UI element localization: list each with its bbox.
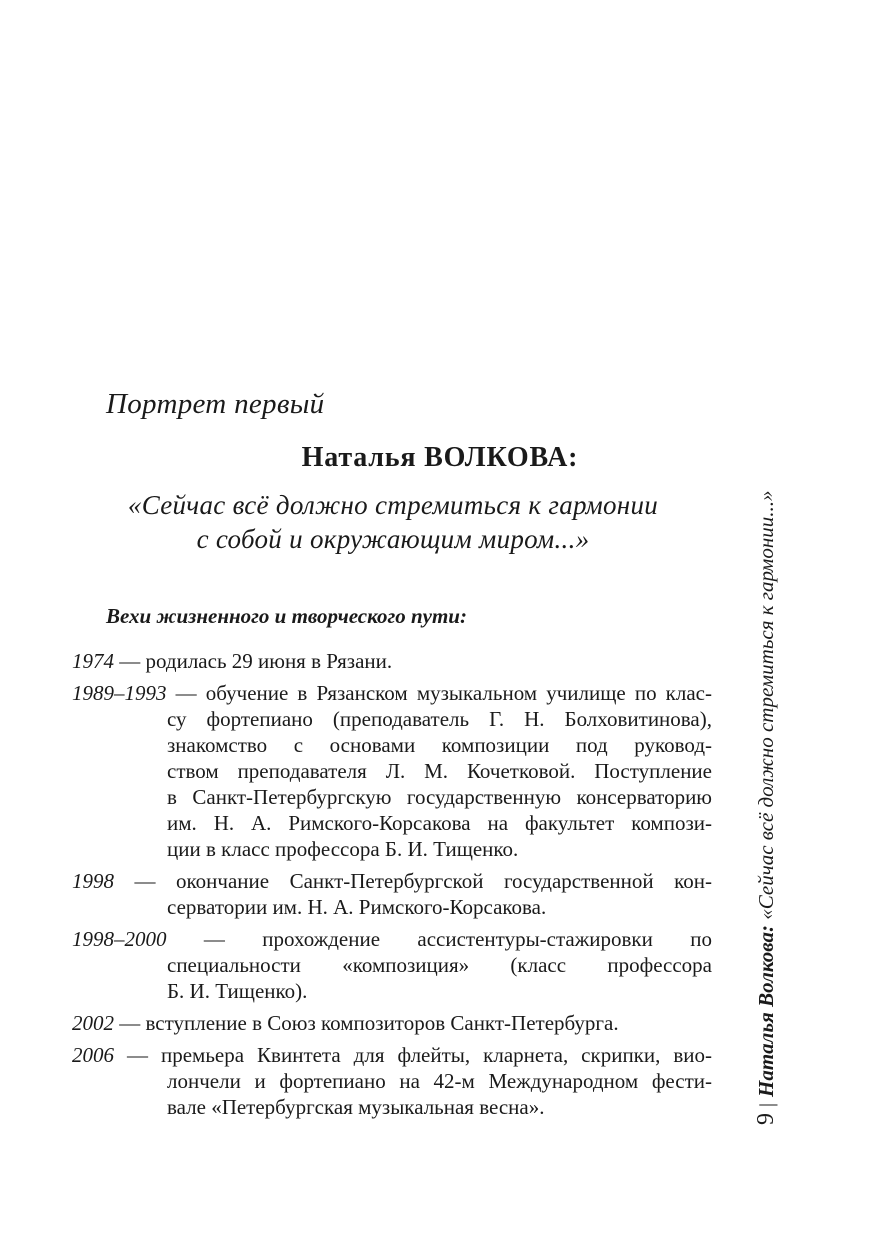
entry-text: — обучение в Рязанском музыкальном училище по клас- <box>175 681 712 705</box>
milestone-entry <box>72 680 712 862</box>
entry-first-line <box>72 680 712 706</box>
entry-text: серватории им. Н. А. Римского-Корсакова. <box>167 895 547 919</box>
entry-year: 1998 <box>72 869 114 893</box>
entry-text: ции в класс профессора Б. И. Тищенко. <box>167 837 519 861</box>
entry-year: 2006 <box>72 1043 114 1067</box>
entry-first-line <box>72 1010 712 1036</box>
milestone-entry <box>72 1010 712 1036</box>
entry-text: су фортепиано (преподаватель Г. Н. Болховитинова), <box>167 707 712 731</box>
entry-text: специальности «композиция» (класс профессора <box>167 953 712 977</box>
entry-first-line <box>72 926 712 952</box>
running-head-quote: «Сейчас всё должно стремиться к гармонии...» <box>754 490 778 920</box>
entry-first-line <box>72 868 712 894</box>
entry-text: лончели и фортепиано на 42-м Международном фести- <box>167 1069 712 1093</box>
entry-text: знакомство с основами композиции под руковод- <box>167 733 712 757</box>
milestones-list <box>72 648 712 1126</box>
entry-text: в Санкт-Петербургскую государственную консерваторию <box>167 785 712 809</box>
entry-year: 1974 <box>72 649 114 673</box>
milestone-entry <box>72 648 712 674</box>
author-heading: Наталья ВОЛКОВА: <box>301 442 579 473</box>
entry-first-line <box>72 1042 712 1068</box>
running-head <box>753 491 780 1126</box>
entry-text: Б. И. Тищенко). <box>167 979 308 1003</box>
milestone-entry <box>72 1042 712 1120</box>
entry-year: 1998–2000 <box>72 927 167 951</box>
entry-text: ством преподавателя Л. М. Кочетковой. Поступление <box>167 759 712 783</box>
running-head-separator: | <box>756 1102 778 1107</box>
running-head-author: Наталья Волкова: <box>754 925 778 1097</box>
quote-line: с собой и окружающим миром...» <box>196 524 590 554</box>
entry-text: им. Н. А. Римского-Корсакова на факультет компози- <box>167 811 712 835</box>
entry-text: — прохождение ассистентуры-стажировки по <box>203 927 712 951</box>
entry-year: 2002 <box>72 1011 114 1035</box>
section-label: Портрет первый <box>106 388 325 420</box>
entry-first-line <box>72 648 712 674</box>
epigraph-quote <box>108 488 678 556</box>
milestone-entry <box>72 868 712 920</box>
entry-year: 1989–1993 <box>72 681 167 705</box>
page-number: 9 <box>753 1113 779 1125</box>
entry-text: вале «Петербургская музыкальная весна». <box>167 1095 545 1119</box>
entry-text: — вступление в Союз композиторов Санкт-Петербурга. <box>119 1011 619 1035</box>
entry-text: — окончание Санкт-Петербургской государственной кон- <box>134 869 712 893</box>
entry-text: — родилась 29 июня в Рязани. <box>119 649 393 673</box>
quote-line: «Сейчас всё должно стремиться к гармонии <box>127 490 659 520</box>
milestone-entry <box>72 926 712 1004</box>
entry-text: — премьера Квинтета для флейты, кларнета, скрипки, вио- <box>127 1043 713 1067</box>
milestones-title: Вехи жизненного и творческого пути: <box>106 604 467 628</box>
